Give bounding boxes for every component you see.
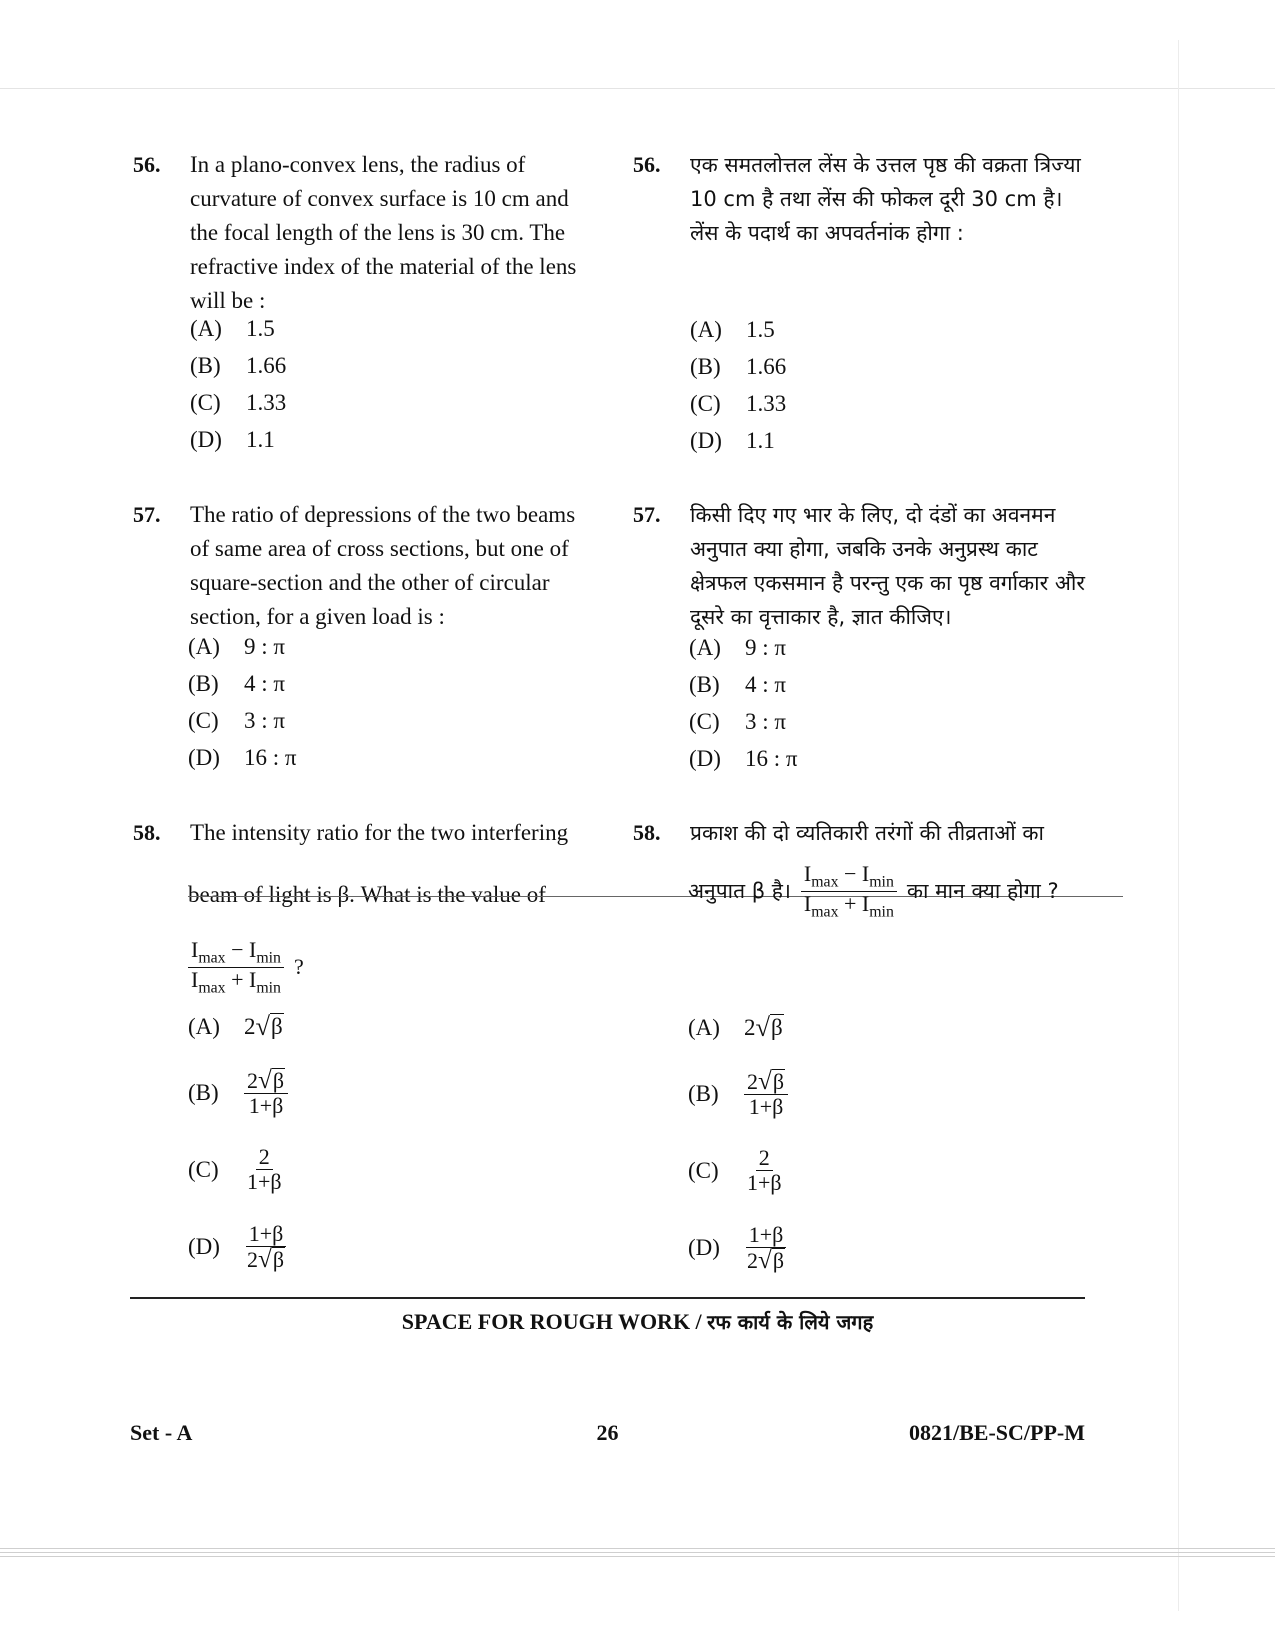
scan-artifact-top	[0, 88, 1275, 89]
q56-hi-option-c[interactable]: (C) 1.33	[690, 391, 787, 416]
q57-en-option-b[interactable]: (B) 4 : π	[188, 671, 286, 696]
footer-paper-code: 0821/BE-SC/PP-M	[909, 1420, 1085, 1445]
q58-en-option-d[interactable]: (D) 1+β 2 √ β	[188, 1222, 288, 1272]
q56-en-option-c[interactable]: (C) 1.33	[190, 390, 287, 415]
q57-en-option-c[interactable]: (C) 3 : π	[188, 708, 286, 733]
q57-hi-option-b[interactable]: (B) 4 : π	[689, 672, 787, 697]
q58-hi-option-a[interactable]: (A) 2 √ β	[688, 1012, 783, 1042]
q57-hi-option-c[interactable]: (C) 3 : π	[689, 709, 787, 734]
question-text: In a plano-convex lens, the radius of curvature of convex surface is 10 cm and the focal length of the lens is 30 cm. The refractive index of the material of the lens will be :	[190, 152, 577, 313]
scan-artifact-right	[1178, 40, 1179, 1611]
q58-hi-option-d[interactable]: (D) 1+β 2 √ β	[688, 1223, 788, 1273]
q57-hi-option-d[interactable]: (D) 16 : π	[689, 746, 798, 771]
q58-en-option-c[interactable]: (C) $\frac{2}{1+\beta}$	[188, 1144, 282, 1195]
footer-set: Set - A	[130, 1420, 193, 1445]
question-number: 56.	[133, 152, 161, 177]
question-text-hindi-line1: प्रकाश की दो व्यतिकारी तरंगों की तीव्रताओं का	[690, 821, 1044, 845]
question-text-hindi: एक समतलोत्तल लेंस के उत्तल पृष्ठ की वक्रता त्रिज्या 10 cm है तथा लेंस की फोकल दूरी 30 cm है। लेंस के पदार्थ का अपवर्तनांक होगा :	[690, 153, 1081, 245]
q56-en-option-b[interactable]: (B) 1.66	[190, 353, 287, 378]
q58-en-option-a[interactable]: (A) 2 √ β	[188, 1011, 283, 1041]
q56-hi-option-b[interactable]: (B) 1.66	[690, 354, 787, 379]
q58-en-option-b[interactable]: (B) 2 √ β 1+β	[188, 1068, 288, 1118]
q58-hi-option-b[interactable]: (B) 2 √ β 1+β	[688, 1069, 788, 1119]
q57-en-option-d[interactable]: (D) 16 : π	[188, 745, 297, 770]
q56-en-option-d[interactable]: (D) 1.1	[190, 427, 275, 452]
question-mark: ?	[293, 954, 304, 980]
question-text-hindi: किसी दिए गए भार के लिए, दो दंडों का अवनमन अनुपात क्या होगा, जबकि उनके अनुप्रस्थ काट क्षेत्रफल एकसमान है परन्तु एक का पृष्ठ वर्गाकार और दूसरे का वृत्ताकार है, ज्ञात कीजिए।	[690, 503, 1085, 629]
footer-page-number: 26	[596, 1420, 619, 1445]
question-number: 58.	[133, 820, 161, 845]
q57-en-option-a[interactable]: (A) 9 : π	[188, 634, 286, 659]
question-58-en-line2: beam of light is β. What is the value of	[188, 882, 546, 907]
question-text: The ratio of depressions of the two beams of same area of cross sections, but one of square-section and the other of circular section, for a given load is :	[190, 502, 576, 629]
ratio-fraction: $\frac{I_{max} - I_{min}}{I_{max} + I_{min}}$	[188, 938, 284, 997]
q56-en-option-a[interactable]: (A) 1.5	[190, 316, 275, 341]
question-number: 57.	[633, 502, 661, 527]
ratio-fraction: $\frac{I_{max} - I_{min}}{I_{max} + I_{min}}$	[801, 862, 897, 921]
rough-work-divider	[130, 1297, 1085, 1299]
question-number: 56.	[633, 152, 661, 177]
scan-artifact-bottom	[0, 1548, 1275, 1560]
q57-hi-option-a[interactable]: (A) 9 : π	[689, 635, 787, 660]
question-text-line1: The intensity ratio for the two interfering	[190, 820, 569, 845]
q56-hi-option-a[interactable]: (A) 1.5	[690, 317, 775, 342]
question-number: 57.	[133, 502, 161, 527]
question-number: 58.	[633, 820, 661, 845]
q58-en-expression	[188, 938, 304, 997]
q58-hi-line2: अनुपात β है। $\frac{I_{max} - I_{min}}{I_{max} + I_{min}}$ का मान क्या होगा ?	[688, 861, 1059, 921]
rough-work-heading: SPACE FOR ROUGH WORK / रफ कार्य के लिये जगह	[401, 1309, 874, 1334]
q56-hi-option-d[interactable]: (D) 1.1	[690, 428, 775, 453]
q58-hi-option-c[interactable]: (C) $\frac{2}{1+\beta}$	[688, 1145, 782, 1196]
